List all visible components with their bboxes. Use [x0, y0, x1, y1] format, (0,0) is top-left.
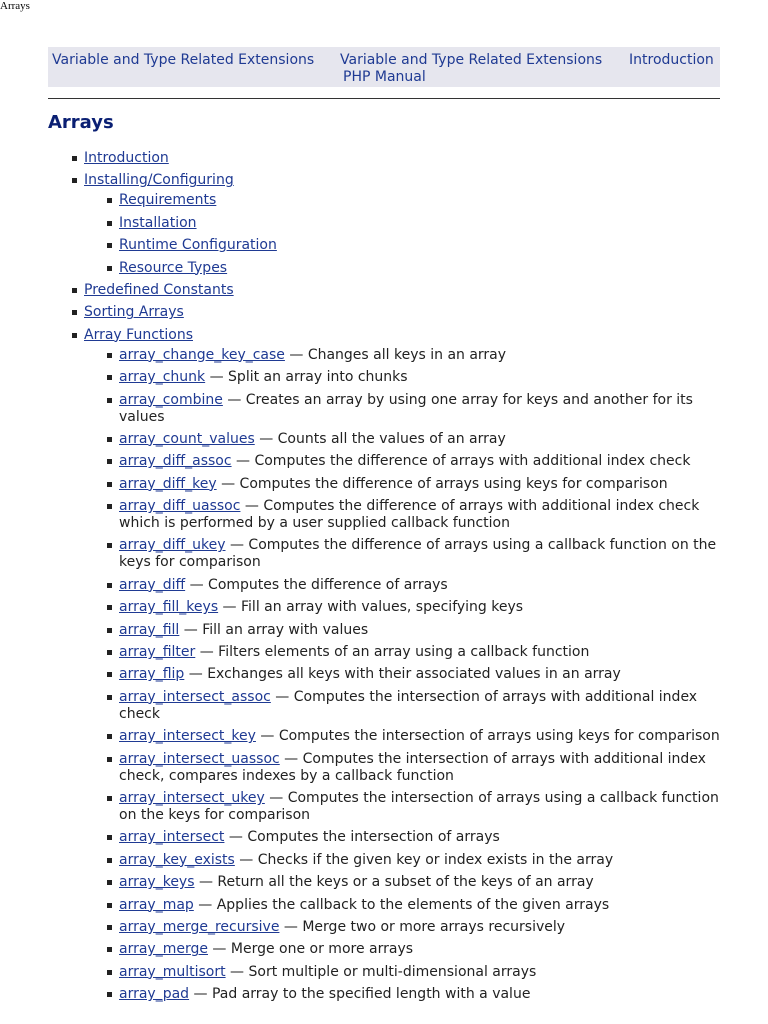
function-description: — Return all the keys or a subset of the keys of an array — [194, 874, 594, 891]
function-item — [119, 689, 720, 723]
function-link[interactable]: array_keys — [119, 874, 195, 891]
function-link[interactable]: array_diff — [119, 576, 186, 593]
toc-sublist — [119, 192, 720, 276]
toc-item — [84, 327, 720, 1003]
function-item — [119, 874, 720, 891]
function-item — [119, 622, 720, 639]
function-link[interactable]: array_diff_assoc — [119, 453, 232, 470]
function-item — [119, 751, 720, 785]
function-description: — Fill an array with values, specifying keys — [218, 599, 524, 616]
function-item — [119, 829, 720, 846]
toc-link[interactable]: Introduction — [84, 150, 169, 166]
function-link[interactable]: array_combine — [119, 391, 223, 408]
function-item — [119, 476, 720, 493]
function-link[interactable]: array_intersect_key — [119, 728, 256, 745]
toc-link[interactable]: Sorting Arrays — [84, 304, 184, 321]
toc-subitem — [119, 192, 720, 209]
function-item — [119, 728, 720, 745]
function-description: — Changes all keys in an array — [284, 346, 507, 363]
function-link[interactable]: array_intersect_ukey — [119, 789, 265, 806]
function-item — [119, 577, 720, 594]
function-link[interactable]: array_intersect_uassoc — [119, 750, 280, 767]
function-description: — Counts all the values of an array — [254, 430, 506, 447]
function-item — [119, 431, 720, 448]
function-description: — Filters elements of an array using a callback function — [195, 644, 590, 661]
function-link[interactable]: array_filter — [119, 644, 196, 661]
function-description: — Computes the difference of arrays — [185, 576, 448, 593]
function-link[interactable]: array_intersect_assoc — [119, 688, 271, 705]
function-link[interactable]: array_merge_recursive — [119, 918, 280, 935]
function-description: — Merge one or more arrays — [207, 941, 414, 958]
toc-sublink[interactable]: Runtime Configuration — [119, 237, 277, 254]
nav-up-link-line2: PHP Manual — [343, 69, 426, 85]
function-link[interactable]: array_intersect — [119, 829, 225, 846]
nav-next-link[interactable]: Introduction — [629, 52, 714, 68]
function-link[interactable]: array_pad — [119, 986, 190, 1003]
table-of-contents — [84, 150, 720, 1009]
function-item — [119, 897, 720, 914]
function-item — [119, 537, 720, 571]
function-link[interactable]: array_chunk — [119, 369, 206, 386]
toc-sublink[interactable]: Requirements — [119, 192, 217, 209]
function-description: — Computes the intersection of arrays using keys for comparison — [255, 728, 720, 745]
function-item — [119, 964, 720, 981]
function-item — [119, 453, 720, 470]
function-item — [119, 644, 720, 661]
document-title: Arrays — [0, 0, 30, 12]
toc-sublink[interactable]: Resource Types — [119, 259, 228, 276]
function-description: — Applies the callback to the elements of the given arrays — [193, 896, 610, 913]
function-item — [119, 369, 720, 386]
toc-item — [84, 304, 720, 321]
function-description: — Exchanges all keys with their associated values in an array — [184, 666, 621, 683]
function-link[interactable]: array_count_values — [119, 430, 255, 447]
page-title: Arrays — [48, 112, 114, 133]
function-link[interactable]: array_flip — [119, 666, 185, 683]
function-description: — Merge two or more arrays recursively — [279, 918, 566, 935]
function-description: — Creates an array by using one array for keys and another for its values — [119, 391, 693, 425]
function-list — [119, 347, 720, 1003]
function-item — [119, 790, 720, 824]
function-link[interactable]: array_change_key_case — [119, 346, 285, 363]
function-description: — Computes the difference of arrays with additional index check — [231, 453, 691, 470]
function-item — [119, 986, 720, 1003]
function-link[interactable]: array_diff_uassoc — [119, 498, 241, 515]
toc-item — [84, 172, 720, 276]
toc-subitem — [119, 237, 720, 254]
toc-link[interactable]: Installing/Configuring — [84, 172, 234, 189]
function-description: — Fill an array with values — [179, 621, 369, 638]
function-item — [119, 919, 720, 936]
function-description: — Computes the difference of arrays with additional index check which is performed by a user supplied callback function — [119, 498, 700, 532]
function-item — [119, 666, 720, 683]
nav-prev-link[interactable]: Variable and Type Related Extensions — [52, 52, 315, 68]
function-description: — Computes the intersection of arrays using a callback function on the keys for comparison — [119, 789, 719, 823]
function-link[interactable]: array_fill_keys — [119, 599, 219, 616]
function-item — [119, 498, 720, 532]
navigation-bar — [48, 47, 720, 87]
function-description: — Computes the intersection of arrays with additional index check, compares indexes by a callback function — [119, 750, 706, 784]
function-description: — Sort multiple or multi-dimensional arrays — [225, 963, 537, 980]
function-item — [119, 599, 720, 616]
function-link[interactable]: array_merge — [119, 941, 208, 958]
function-description: — Computes the difference of arrays using a callback function on the keys for comparison — [119, 537, 717, 571]
function-description: — Split an array into chunks — [205, 369, 408, 386]
function-description: — Checks if the given key or index exists in the array — [234, 851, 614, 868]
function-description: — Computes the intersection of arrays with additional index check — [119, 688, 698, 722]
toc-sublink[interactable]: Installation — [119, 214, 197, 231]
toc-link[interactable]: Predefined Constants — [84, 281, 234, 298]
function-link[interactable]: array_map — [119, 896, 194, 913]
function-link[interactable]: array_diff_key — [119, 475, 217, 492]
function-link[interactable]: array_diff_ukey — [119, 537, 226, 554]
function-item — [119, 347, 720, 364]
function-link[interactable]: array_multisort — [119, 963, 226, 980]
toc-item — [84, 150, 720, 167]
divider — [48, 98, 720, 99]
function-description: — Pad array to the specified length with a value — [189, 986, 531, 1003]
function-item — [119, 392, 720, 426]
function-link[interactable]: array_key_exists — [119, 851, 235, 868]
function-item — [119, 941, 720, 958]
function-item — [119, 852, 720, 869]
nav-up-link[interactable] — [340, 52, 602, 86]
function-description: — Computes the difference of arrays using keys for comparison — [216, 475, 668, 492]
nav-up-link-line1: Variable and Type Related Extensions — [340, 52, 603, 68]
toc-subitem — [119, 260, 720, 277]
function-link[interactable]: array_fill — [119, 621, 180, 638]
function-description: — Computes the intersection of arrays — [224, 829, 500, 846]
toc-link[interactable]: Array Functions — [84, 326, 193, 343]
toc-subitem — [119, 215, 720, 232]
toc-item — [84, 282, 720, 299]
